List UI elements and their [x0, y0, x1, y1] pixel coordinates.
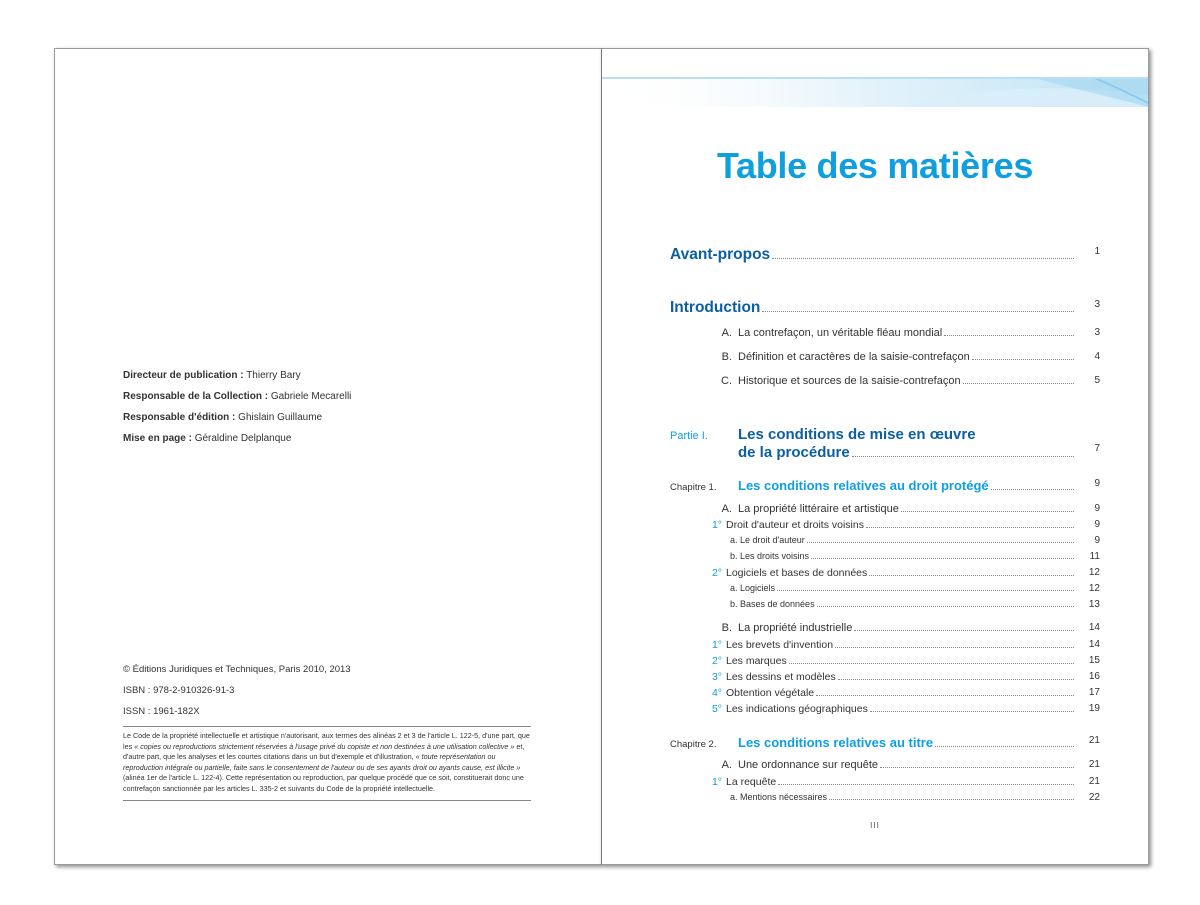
- toc-entry: A. La propriété littéraire et artistique 9: [721, 503, 1100, 515]
- toc-entry: 4° Obtention végétale 17: [711, 687, 1100, 699]
- toc-entry: b. Les droits voisins 11: [730, 551, 1100, 562]
- toc-entry: B. La propriété industrielle 14: [721, 622, 1100, 634]
- dot-leader: [880, 767, 1074, 768]
- copyright-notice: Le Code de la propriété intellectuelle et artistique n'autorisant, aux termes des alinéas 2 et 3 de l'article L. 122-5, d'une part, que les « copies ou reproductions strictement réservées à l'usage privé du copiste et non destinées à une utilisation collective » et, d'autre part, que les analyses et les courtes citations dans un but d'exemple et d'illustration, « toute représentation ou reproduction intégrale ou partielle, faite sans le consentement de l'auteur ou de ses ayants droit ou ayants cause, est illicite » (alinéa 1er de l'article L. 122-4). Cette représentation ou reproduction, par quelque procédé que ce soit, constituerait donc une contrefaçon sanctionnée par les articles L. 335-2 et suivants du Code de la propriété intellectuelle.: [123, 726, 531, 801]
- toc-entry-chapitre2: Chapitre 2. Les conditions relatives au titre 21: [670, 735, 1100, 750]
- dot-leader: [807, 542, 1074, 543]
- dot-leader: [901, 511, 1074, 512]
- dot-leader: [991, 489, 1074, 490]
- dot-leader: [838, 679, 1074, 680]
- dot-leader: [777, 590, 1074, 591]
- toc-entry: 2° Logiciels et bases de données 12: [711, 567, 1100, 579]
- credit-line: Responsable d'édition : Ghislain Guillaume: [123, 412, 323, 423]
- isbn-line: ISBN : 978-2-910326-91-3: [123, 685, 235, 696]
- dot-leader: [835, 647, 1074, 648]
- copyright-line: © Éditions Juridiques et Techniques, Paris 2010, 2013: [123, 664, 351, 675]
- toc-entry: 1° La requête 21: [711, 776, 1100, 788]
- credit-line: Directeur de publication : Thierry Bary: [123, 370, 301, 381]
- toc-entry: 1° Droit d'auteur et droits voisins 9: [711, 519, 1100, 531]
- toc-entry: b. Bases de données 13: [730, 599, 1100, 610]
- toc-entry: C. Historique et sources de la saisie-contrefaçon 5: [721, 375, 1100, 387]
- dot-leader: [811, 558, 1074, 559]
- toc-entry: 5° Les indications géographiques 19: [711, 703, 1100, 715]
- legal-block: [123, 659, 351, 722]
- dot-leader: [789, 663, 1074, 664]
- toc-entry: A. Une ordonnance sur requête 21: [721, 759, 1100, 771]
- dot-leader: [870, 711, 1074, 712]
- issn-line: ISSN : 1961-182X: [123, 706, 200, 717]
- toc-entry-chapitre1: Chapitre 1. Les conditions relatives au droit protégé 9: [670, 478, 1100, 493]
- dot-leader: [866, 527, 1074, 528]
- toc-entry-partie1: de la procédure 7: [738, 443, 1100, 461]
- toc-entry: a. Logiciels 12: [730, 583, 1100, 594]
- toc-entry: a. Le droit d'auteur 9: [730, 535, 1100, 546]
- dot-leader: [944, 335, 1074, 336]
- dot-leader: [869, 575, 1074, 576]
- dot-leader: [935, 746, 1074, 747]
- toc-entry: a. Mentions nécessaires 22: [730, 792, 1100, 803]
- header-rule: [602, 77, 1148, 79]
- header-banner: [602, 77, 1148, 107]
- dot-leader: [963, 383, 1074, 384]
- toc-entry: B. Définition et caractères de la saisie-contrefaçon 4: [721, 351, 1100, 363]
- toc-entry: 2° Les marques 15: [711, 655, 1100, 667]
- toc-entry-introduction: Introduction 3: [670, 299, 1100, 316]
- page-title: Table des matières: [716, 145, 1034, 186]
- toc-part-heading: Partie I. Les conditions de mise en œuvre: [670, 426, 976, 443]
- right-page: [601, 48, 1149, 865]
- toc-entry: 3° Les dessins et modèles 16: [711, 671, 1100, 683]
- dot-leader: [762, 311, 1074, 312]
- toc-entry: 1° Les brevets d'invention 14: [711, 639, 1100, 651]
- page-number: III: [870, 821, 880, 830]
- dot-leader: [817, 606, 1074, 607]
- toc-entry: A. La contrefaçon, un véritable fléau mondial 3: [721, 327, 1100, 339]
- credit-line: Responsable de la Collection : Gabriele Mecarelli: [123, 391, 352, 402]
- toc-entry-avant-propos: Avant-propos 1: [670, 246, 1100, 263]
- credits-block: [123, 365, 351, 449]
- dot-leader: [816, 695, 1074, 696]
- dot-leader: [854, 630, 1074, 631]
- dot-leader: [772, 258, 1074, 259]
- wave-decoration: [602, 77, 1148, 107]
- left-page: [54, 48, 601, 865]
- dot-leader: [972, 359, 1074, 360]
- dot-leader: [829, 799, 1074, 800]
- credit-line: Mise en page : Géraldine Delplanque: [123, 433, 292, 444]
- dot-leader: [852, 456, 1074, 457]
- dot-leader: [778, 784, 1074, 785]
